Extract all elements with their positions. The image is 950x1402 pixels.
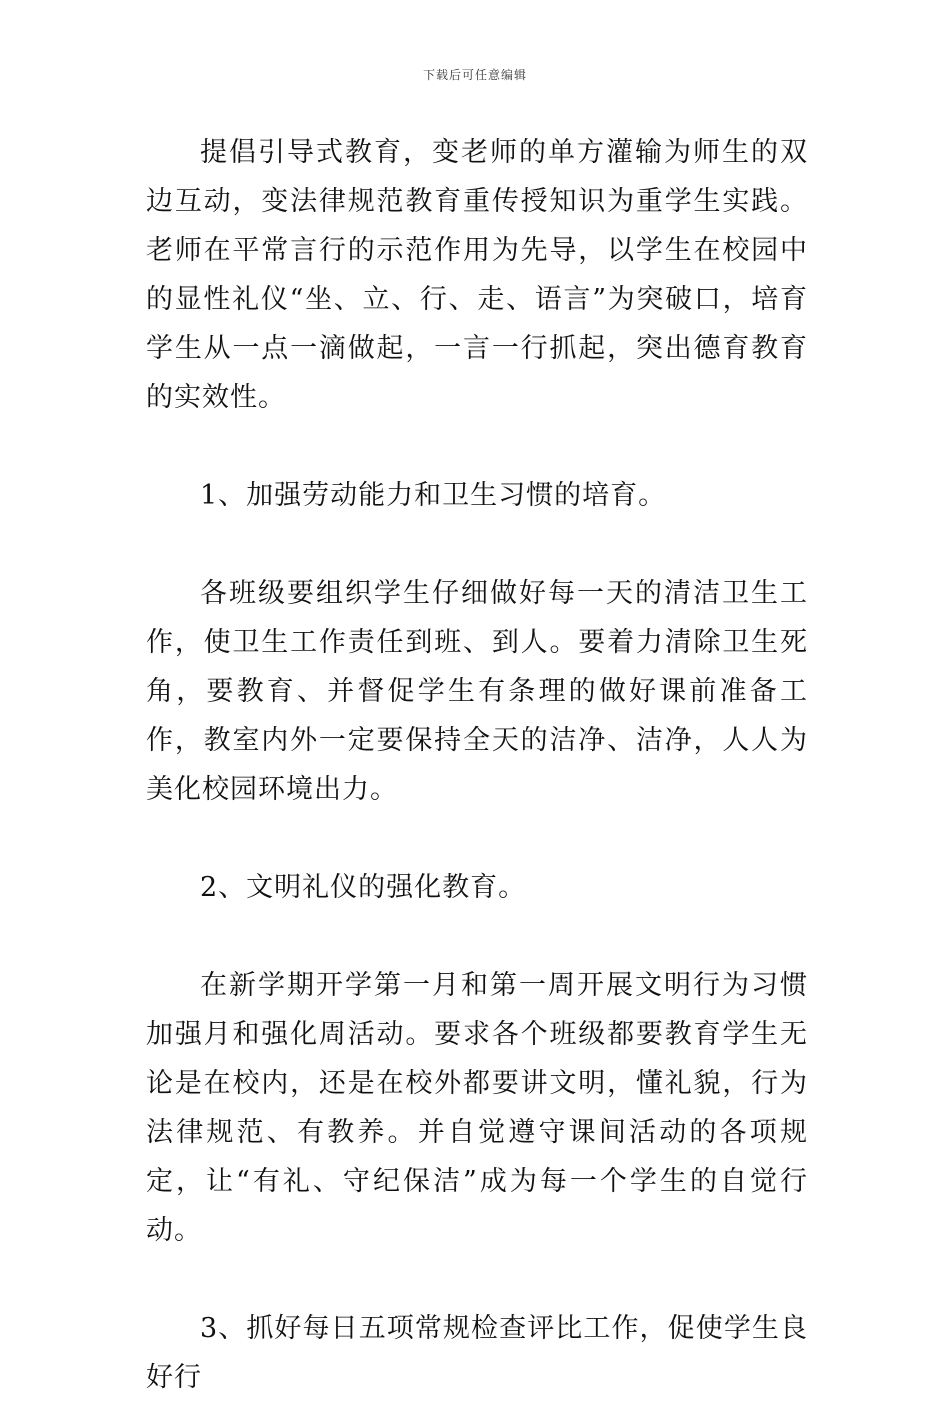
heading-labor-hygiene: 1、加强劳动能力和卫生习惯的培育。 xyxy=(200,480,667,511)
paragraph-spacer xyxy=(146,520,808,569)
heading-etiquette-education: 2、文明礼仪的强化教育。 xyxy=(200,872,527,903)
paragraph-civility-month: 在新学期开学第一月和第一周开展文明行为习惯加强月和强化周活动。要求各个班级都要教育学生无论是在校内，还是在校外都要讲文明，懂礼貌，行为法律规范、有教养。并自觉遵守课间活动的各项规定，让“有礼、守纪保洁”成为每一个学生的自觉行动。 xyxy=(146,970,808,1246)
page-header-note: 下载后可任意编辑 xyxy=(422,68,527,82)
paragraph-spacer xyxy=(146,422,808,471)
paragraph-spacer xyxy=(146,1255,808,1304)
paragraph-class-cleaning: 各班级要组织学生仔细做好每一天的清洁卫生工作，使卫生工作责任到班、到人。要着力清除卫生死角，要教育、并督促学生有条理的做好课前准备工作，教室内外一定要保持全天的洁净、洁净，人人为美化校园环境出力。 xyxy=(146,578,808,805)
paragraph-spacer xyxy=(146,814,808,863)
document-body xyxy=(146,128,808,1402)
heading-daily-inspection: 3、抓好每日五项常规检查评比工作，促使学生良好行 xyxy=(146,1313,808,1393)
paragraph-guidance-education: 提倡引导式教育，变老师的单方灌输为师生的双边互动，变法律规范教育重传授知识为重学生实践。老师在平常言行的示范作用为先导，以学生在校园中的显性礼仪“坐、立、行、走、语言”为突破口，培育学生从一点一滴做起，一言一行抓起，突出德育教育的实效性。 xyxy=(146,137,808,413)
paragraph-spacer xyxy=(146,912,808,961)
